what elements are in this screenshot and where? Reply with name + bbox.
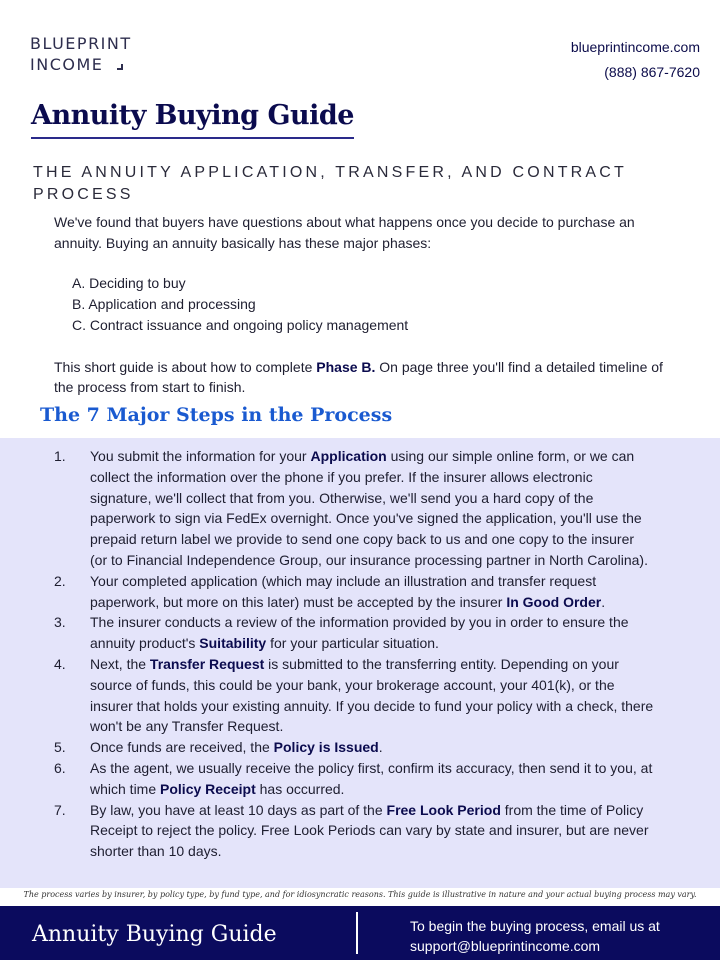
bold-text: Phase B. [316, 358, 376, 375]
step-item [54, 758, 654, 800]
step-text [90, 758, 654, 800]
step-text [90, 737, 383, 758]
logo [30, 33, 132, 75]
text: . [378, 739, 383, 756]
cta-text: To begin the buying process, email us at [410, 918, 660, 934]
step-item [54, 612, 654, 654]
text: You submit the information for your [90, 448, 311, 464]
text: The insurer conducts a review of the information provided by you in order to ensure the annuity product's [90, 614, 629, 652]
steps-heading: The 7 Major Steps in the Process [40, 404, 393, 426]
text: On page three you'll find a detailed timeline of the process from start to finish. [54, 358, 663, 396]
text: for your particular situation. [266, 635, 439, 652]
intro-paragraph: We've found that buyers have questions about what happens once you decide to purchase an annuity. Buying an annuity basically has these major phases: [54, 214, 635, 251]
contact-info [571, 35, 700, 85]
text: Once funds are received, the [90, 739, 274, 756]
step-item [54, 446, 654, 571]
text: is submitted to the transferring entity. Depending on your source of funds, this could be your bank, your brokerage account, your 401(k), or the insurer that holds your existing annuity. If you decide to fund your policy with a check, there won't be any Transfer Request. [90, 655, 654, 735]
phase-item: A. Deciding to buy [72, 275, 186, 292]
text: This short guide is about how to complete [54, 358, 317, 375]
logo-line1: BLUEPRINT [30, 34, 132, 53]
step-item [54, 654, 654, 737]
text: using our simple online form, or we can collect the information over the phone if you prefer. If the insurer allows electronic signature, we'll collect that from you. Otherwise, we'll send you a hard copy of the paperwork to sign via FedEx overnight. Once you've signed the application, you'll use the prepaid return label we provide to send one copy back to us and one copy to the insurer (or to Financial Independence Group, our insurance processing partner in North Carolina). [90, 448, 648, 568]
text: from the time of Policy Receipt to reject the policy. Free Look Periods can vary by state and insurer, but are never shorter than 10 days. [90, 801, 649, 860]
step-item [54, 737, 654, 758]
phase-item: C. Contract issuance and ongoing policy management [72, 316, 409, 333]
text: Your completed application (which may include an illustration and transfer request paperwork, but more on this later) must be accepted by the insurer [90, 572, 597, 610]
steps-list [54, 446, 654, 862]
bold-text: Free Look Period [386, 801, 501, 818]
step-number: 3. [54, 614, 66, 631]
text: By law, you have at least 10 days as part of the [90, 801, 387, 818]
step-item [54, 571, 654, 613]
step-number: 1. [54, 448, 66, 464]
footer-title: Annuity Buying Guide [32, 922, 277, 947]
footer [0, 906, 720, 960]
phase-item: B. Application and processing [72, 296, 256, 313]
text: . [601, 593, 606, 610]
disclaimer: The process varies by insurer, by policy type, by fund type, and for idiosyncratic reasons. This guide is illustrative in nature and your actual buying process may vary. [23, 890, 697, 899]
bold-text: Transfer Request [149, 655, 265, 672]
phase-list [72, 273, 664, 335]
logo-line2: INCOME [30, 55, 104, 74]
step-number: 7. [54, 801, 66, 818]
step-text [90, 571, 654, 613]
website-link[interactable]: blueprintincome.com [570, 39, 700, 55]
text: As the agent, we usually receive the policy first, confirm its accuracy, then send it to you, at which time [90, 759, 653, 797]
footer-divider [356, 912, 358, 954]
page-title: Annuity Buying Guide [31, 100, 354, 139]
step-text [90, 446, 654, 571]
bold-text: Policy Receipt [160, 780, 256, 797]
bold-text: Suitability [199, 635, 267, 652]
step-number: 2. [54, 572, 66, 589]
step-text [90, 800, 654, 862]
footer-cta [410, 916, 660, 956]
bold-text: Application [310, 448, 387, 464]
step-text [90, 612, 654, 654]
subtitle: THE ANNUITY APPLICATION, TRANSFER, AND CONTRACT PROCESS [33, 164, 627, 203]
text: Next, the [90, 655, 150, 672]
step-number: 6. [54, 759, 66, 776]
step-number: 5. [54, 739, 66, 756]
bold-text: Policy is Issued [273, 739, 379, 756]
text: has occurred. [255, 780, 345, 797]
intro-paragraph-2 [54, 357, 664, 398]
step-item [54, 800, 654, 862]
intro [54, 212, 664, 398]
step-text [90, 654, 654, 737]
step-number: 4. [54, 655, 66, 672]
phone-number[interactable]: (888) 867-7620 [604, 64, 700, 80]
corner-mark-icon [117, 64, 123, 70]
bold-text: In Good Order [506, 593, 602, 610]
support-email-link[interactable]: support@blueprintincome.com [410, 938, 601, 954]
